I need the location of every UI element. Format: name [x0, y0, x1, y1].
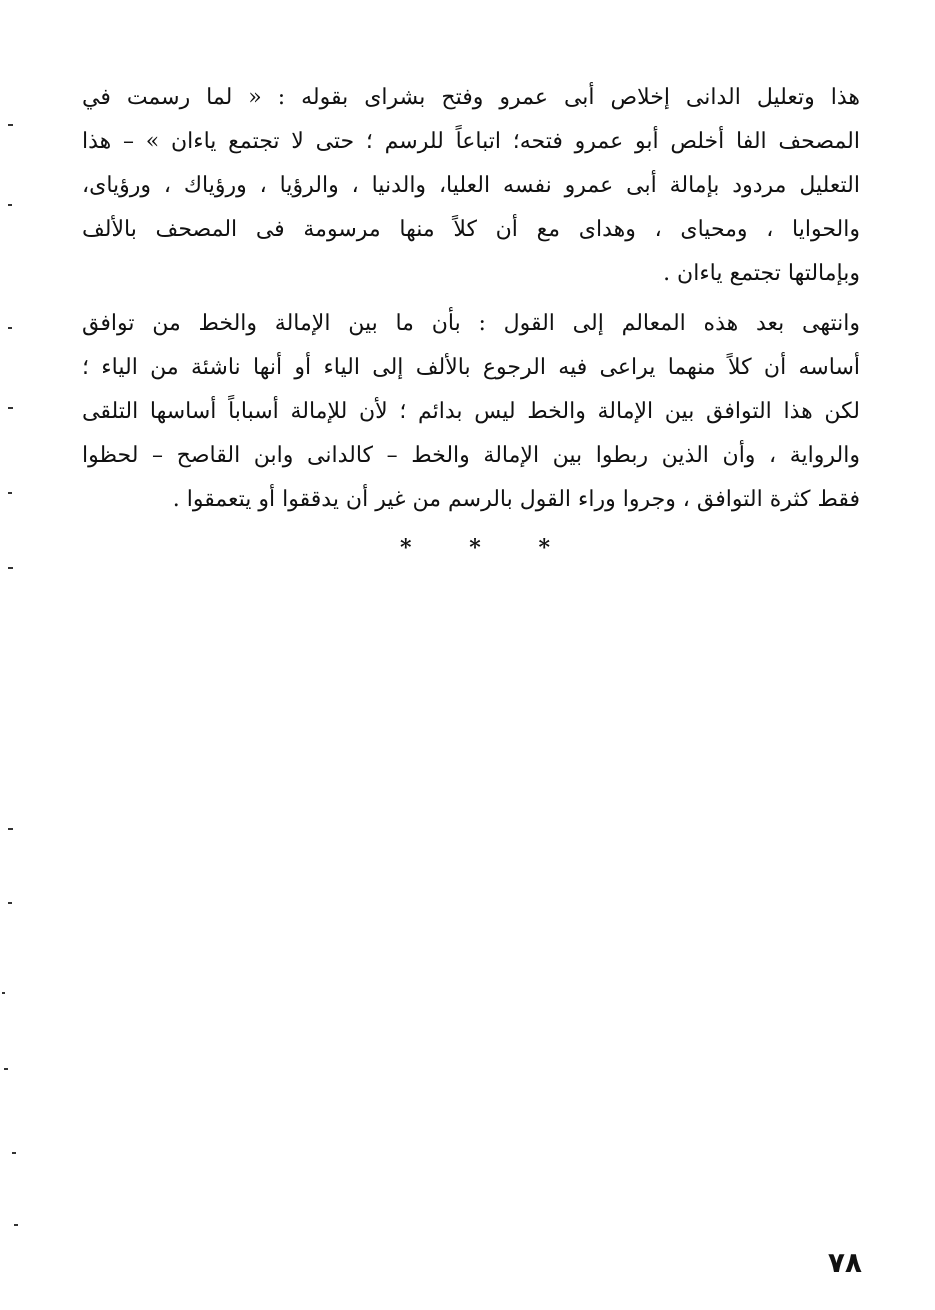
- scan-mark: [8, 902, 12, 904]
- paragraph-line: والرواية ، وأن الذين ربطوا بين الإمالة والخط – كالدانى وابن القاصح – لحظوا: [82, 443, 860, 468]
- scan-mark: [8, 204, 12, 206]
- scan-mark: [8, 407, 13, 409]
- paragraph-line: لكن هذا التوافق بين الإمالة والخط ليس بدائم ؛ لأن للإمالة أسباباً أساسها التلقى: [82, 399, 860, 424]
- scan-mark: [12, 1152, 16, 1154]
- asterisk-ornament: *: [538, 535, 550, 561]
- paragraph-line: وانتهى بعد هذه المعالم إلى القول : بأن ما بين الإمالة والخط من توافق: [82, 311, 860, 336]
- paragraph-line: أساسه أن كلاً منهما يراعى فيه الرجوع بالألف إلى الياء أو أنها ناشئة من الياء ؛: [82, 355, 860, 380]
- paragraph-line: فقط كثرة التوافق ، وجروا وراء القول بالرسم من غير أن يدققوا أو يتعمقوا .: [172, 487, 860, 512]
- paragraph-line: والحوايا ، ومحياى ، وهداى مع أن كلاً منها مرسومة فى المصحف بالألف: [82, 217, 860, 242]
- page-number: ٧٨: [827, 1246, 862, 1279]
- paragraph-line: المصحف الفا أخلص أبو عمرو فتحه؛ اتباعاً للرسم ؛ حتى لا تجتمع ياءان » – هذا: [82, 129, 860, 154]
- scan-mark: [2, 992, 5, 994]
- paragraph-line: هذا وتعليل الدانى إخلاص أبى عمرو وفتح بشراى بقوله : « لما رسمت في: [82, 85, 860, 110]
- scan-mark: [8, 567, 13, 569]
- scan-mark: [8, 828, 13, 830]
- paragraph-2: [82, 302, 860, 522]
- scan-mark: [4, 1068, 8, 1070]
- scan-mark: [8, 124, 13, 126]
- asterisk-ornament: *: [400, 535, 412, 561]
- paragraph-line: التعليل مردود بإمالة أبى عمرو نفسه العليا، والدنيا ، والرؤيا ، ورؤياك ، ورؤياى،: [82, 173, 860, 198]
- asterisk-ornament: *: [469, 535, 481, 561]
- paragraph-line: وبإمالتها تجتمع ياءان .: [663, 261, 860, 286]
- paragraph-1: [82, 76, 860, 296]
- scan-mark: [8, 492, 12, 494]
- scan-mark: [14, 1224, 18, 1226]
- scan-mark: [8, 327, 12, 329]
- section-separator: [400, 533, 550, 563]
